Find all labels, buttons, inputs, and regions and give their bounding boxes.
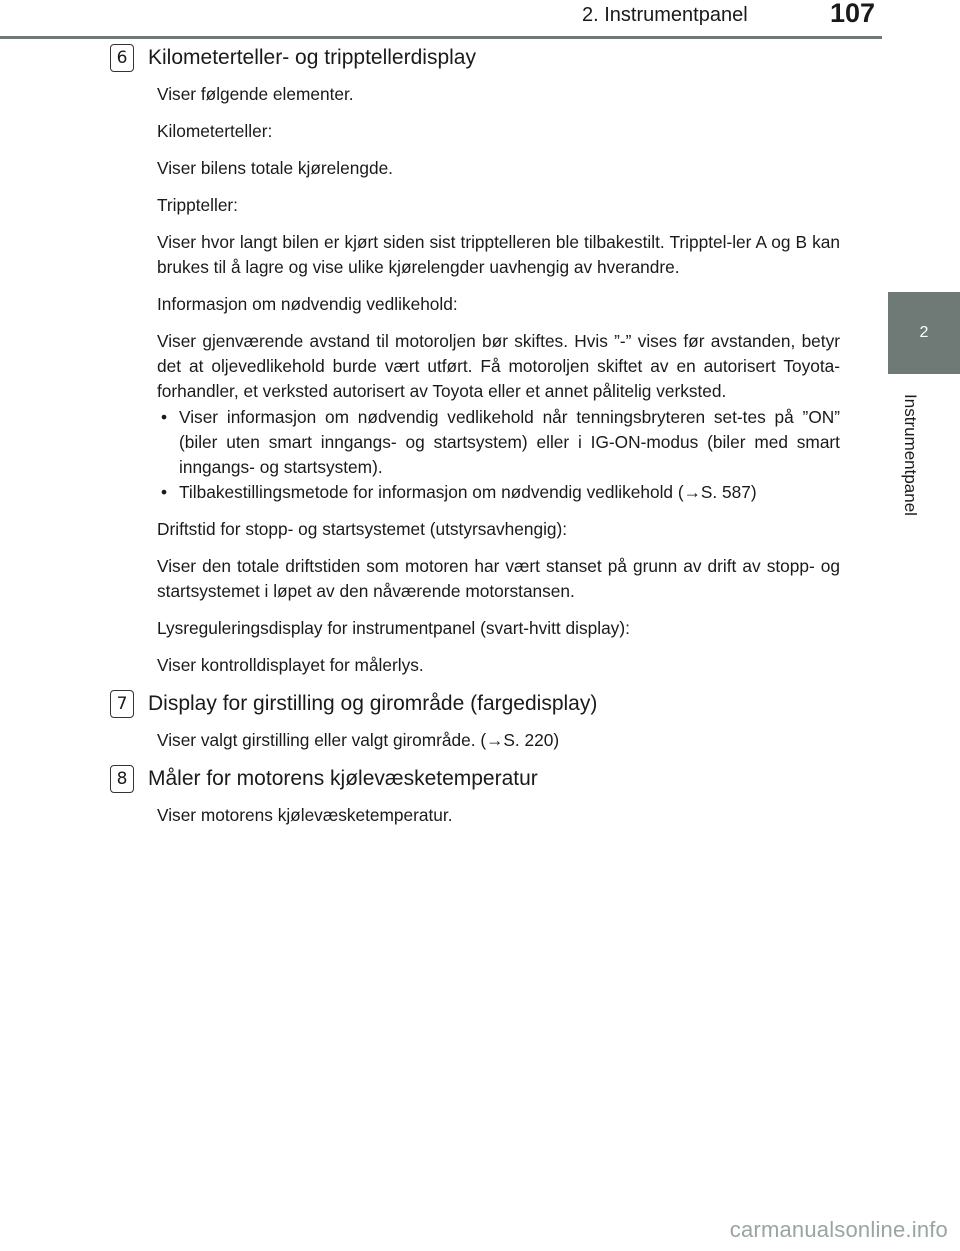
side-tab [888,0,960,660]
sub-heading: Lysreguleringsdisplay for instrumentpanel (svart-hvitt display): [157,618,630,638]
section-6 [110,44,840,678]
bullet-item [157,480,840,505]
section-title: Kilometerteller- og tripptellerdisplay [148,46,476,69]
section-number-badge: 6 [110,44,134,72]
paragraph: Viser kontrolldisplayet for målerlys. [157,655,424,675]
chapter-number: 2 [919,324,929,341]
bullet-text: Viser informasjon om nødvendig vedlikehold når tenningsbryteren set-tes på ”ON” (biler uten smart inngangs- og startsystem) eller i IG-ON-modus (biler med smart inngangs- og startsystem). [179,407,840,477]
paragraph: Viser den totale driftstiden som motoren har vært stanset på grunn av drift av stopp- og startsystemet i løpet av den nåværende motorstansen. [157,556,840,601]
paragraph: Viser motorens kjølevæsketemperatur. [157,805,453,825]
page-content [110,44,840,840]
sub-heading: Trippteller: [157,195,238,215]
chapter-title: 2. Instrumentpanel [582,4,748,26]
side-chapter-label-text: Instrumentpanel [901,394,920,516]
section-number-badge: 8 [110,765,134,793]
section-number-badge: 7 [110,690,134,718]
sub-heading: Informasjon om nødvendig vedlikehold: [157,294,458,314]
section-title: Måler for motorens kjølevæsketemperatur [148,767,538,790]
section-8 [110,765,840,828]
side-chapter-label [892,375,928,535]
bullet-item [157,405,840,480]
paragraph: Viser valgt girstilling eller valgt girområde. (→S. 220) [157,730,560,750]
section-heading [110,765,840,793]
page-number: 107 [830,0,876,28]
bullet-text: Tilbakestillingsmetode for informasjon om nødvendig vedlikehold (→S. 587) [179,482,757,502]
paragraph: Viser hvor langt bilen er kjørt siden sist tripptelleren ble tilbakestilt. Tripptel-ler A og B kan brukes til å lagre og vise ulike kjørelengder uavhengig av hverandre. [157,232,840,277]
bullet-list [157,405,840,505]
sub-heading: Driftstid for stopp- og startsystemet (utstyrsavhengig): [157,519,568,539]
section-7 [110,690,840,753]
header-rule [0,36,882,39]
paragraph: Viser gjenværende avstand til motoroljen bør skiftes. Hvis ”-” vises før avstanden, betyr det at oljevedlikehold burde vært utført. Få motoroljen skiftet av en autorisert Toyota-forhandler, et verksted autorisert av Toyota eller et annet pålitelig verksted. [157,331,840,401]
side-tab-spacer [888,0,960,300]
sub-heading: Kilometerteller: [157,121,273,141]
section-heading [110,44,840,72]
watermark: carmanualsonline.info [729,1217,948,1242]
section-title: Display for girstilling og girområde (fargedisplay) [148,692,598,715]
bullet-dot: • [161,482,168,502]
bullet-dot: • [161,407,168,427]
paragraph: Viser bilens totale kjørelengde. [157,158,393,178]
section-heading [110,690,840,718]
chapter-number-tab [888,292,960,374]
paragraph: Viser følgende elementer. [157,84,354,104]
